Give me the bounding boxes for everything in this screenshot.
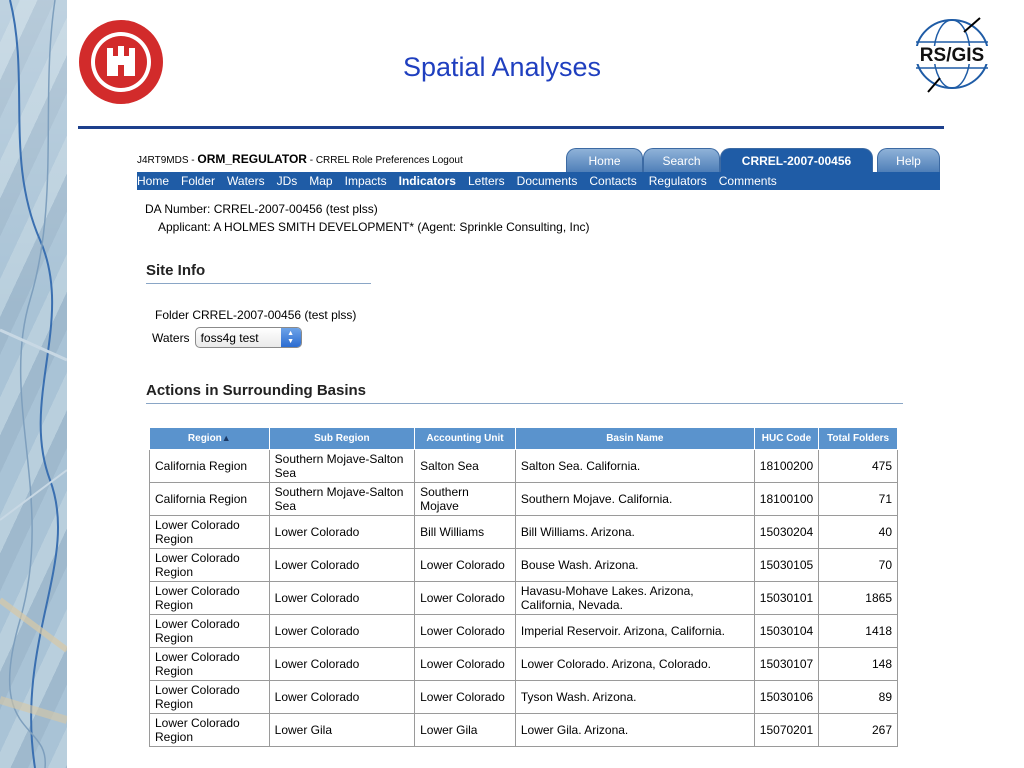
nav-map[interactable]: Map — [309, 174, 333, 188]
title-divider — [78, 126, 944, 129]
cell-accounting-unit: Lower Colorado — [415, 681, 516, 714]
table-row — [150, 615, 898, 648]
cell-huc-code: 15030106 — [754, 681, 818, 714]
cell-sub-region: Southern Mojave-Salton Sea — [269, 450, 414, 483]
nav-comments[interactable]: Comments — [718, 174, 777, 188]
cell-accounting-unit: Lower Gila — [415, 714, 516, 747]
waters-select[interactable] — [195, 327, 302, 348]
nav-regulators[interactable]: Regulators — [648, 174, 707, 188]
username: ORM_REGULATOR — [197, 152, 307, 166]
cell-huc-code: 15030107 — [754, 648, 818, 681]
cell-sub-region: Lower Colorado — [269, 648, 414, 681]
nav-impacts[interactable]: Impacts — [344, 174, 387, 188]
main-navbar — [137, 172, 940, 190]
table-row — [150, 549, 898, 582]
tab-help[interactable] — [877, 148, 940, 172]
table-row — [150, 450, 898, 483]
nav-indicators[interactable]: Indicators — [398, 174, 456, 188]
cell-total-folders: 1418 — [819, 615, 898, 648]
tab-search[interactable] — [643, 148, 720, 172]
cell-sub-region: Lower Colorado — [269, 549, 414, 582]
column-header-huc-code[interactable]: HUC Code — [754, 428, 818, 450]
cell-basin-name: Imperial Reservoir. Arizona, California. — [515, 615, 754, 648]
cell-total-folders: 40 — [819, 516, 898, 549]
cell-region: Lower Colorado Region — [150, 648, 270, 681]
tab-help-label: Help — [896, 153, 921, 168]
cell-accounting-unit: Lower Colorado — [415, 582, 516, 615]
cell-sub-region: Lower Colorado — [269, 615, 414, 648]
cell-sub-region: Lower Gila — [269, 714, 414, 747]
sort-asc-icon: ▲ — [221, 433, 231, 443]
da-info — [145, 200, 590, 236]
cell-region: Lower Colorado Region — [150, 615, 270, 648]
map-background-strip — [0, 0, 67, 768]
table-row — [150, 648, 898, 681]
cell-basin-name: Lower Gila. Arizona. — [515, 714, 754, 747]
slide-title-text: Spatial Analyses — [402, 52, 602, 82]
user-prefix: J4RT9MDS - — [137, 155, 198, 166]
cell-sub-region: Southern Mojave-Salton Sea — [269, 483, 414, 516]
cell-region: Lower Colorado Region — [150, 549, 270, 582]
cell-huc-code: 15030204 — [754, 516, 818, 549]
cell-total-folders: 267 — [819, 714, 898, 747]
cell-accounting-unit: Southern Mojave — [415, 483, 516, 516]
cell-huc-code: 18100200 — [754, 450, 818, 483]
site-info-heading: Site Info — [146, 262, 206, 279]
rs-gis-logo — [902, 14, 1002, 96]
waters-selected-value: foss4g test — [200, 330, 259, 345]
da-number: DA Number: CRREL-2007-00456 (test plss) — [145, 202, 378, 216]
cell-basin-name: Lower Colorado. Arizona, Colorado. — [515, 648, 754, 681]
applicant: Applicant: A HOLMES SMITH DEVELOPMENT* (Agent: Sprinkle Consulting, Inc) — [158, 220, 590, 234]
user-info — [137, 152, 463, 166]
map-lines-graphic — [0, 0, 67, 768]
basins-heading: Actions in Surrounding Basins — [146, 382, 367, 399]
table-row — [150, 582, 898, 615]
select-arrows-icon: ▲ ▼ — [281, 328, 301, 347]
cell-region: Lower Colorado Region — [150, 714, 270, 747]
nav-documents[interactable]: Documents — [516, 174, 578, 188]
cell-basin-name: Southern Mojave. California. — [515, 483, 754, 516]
nav-home[interactable]: Home — [137, 174, 170, 188]
cell-sub-region: Lower Colorado — [269, 582, 414, 615]
cell-huc-code: 15030105 — [754, 549, 818, 582]
column-header-region-label: Region — [187, 433, 222, 444]
cell-accounting-unit: Lower Colorado — [415, 615, 516, 648]
cell-total-folders: 475 — [819, 450, 898, 483]
table-row — [150, 483, 898, 516]
nav-letters[interactable]: Letters — [467, 174, 505, 188]
cell-region: Lower Colorado Region — [150, 681, 270, 714]
cell-sub-region: Lower Colorado — [269, 681, 414, 714]
cell-region: Lower Colorado Region — [150, 516, 270, 549]
table-header-row — [150, 428, 898, 450]
cell-huc-code: 15030104 — [754, 615, 818, 648]
nav-jds[interactable]: JDs — [276, 174, 298, 188]
tab-search-label: Search — [662, 153, 701, 168]
user-links[interactable]: - CRREL Role Preferences Logout — [306, 155, 463, 166]
site-info-divider — [146, 283, 371, 284]
basins-table — [149, 427, 898, 747]
cell-basin-name: Tyson Wash. Arizona. — [515, 681, 754, 714]
table-row — [150, 714, 898, 747]
app-header — [137, 146, 940, 172]
cell-accounting-unit: Lower Colorado — [415, 648, 516, 681]
cell-region: California Region — [150, 450, 270, 483]
cell-basin-name: Salton Sea. California. — [515, 450, 754, 483]
waters-row — [152, 327, 302, 348]
cell-basin-name: Bouse Wash. Arizona. — [515, 549, 754, 582]
column-header-total-folders[interactable]: Total Folders — [819, 428, 898, 450]
nav-folder[interactable]: Folder — [181, 174, 216, 188]
cell-total-folders: 71 — [819, 483, 898, 516]
nav-contacts[interactable]: Contacts — [589, 174, 637, 188]
cell-accounting-unit: Lower Colorado — [415, 549, 516, 582]
column-header-basin-name[interactable]: Basin Name — [515, 428, 754, 450]
cell-huc-code: 15070201 — [754, 714, 818, 747]
nav-waters[interactable]: Waters — [227, 174, 265, 188]
cell-total-folders: 1865 — [819, 582, 898, 615]
table-row — [150, 516, 898, 549]
cell-basin-name: Havasu-Mohave Lakes. Arizona, California, Nevada. — [515, 582, 754, 615]
basins-divider — [146, 403, 903, 404]
folder-line: Folder CRREL-2007-00456 (test plss) — [155, 308, 357, 322]
tab-folder-label: CRREL-2007-00456 — [741, 153, 852, 168]
tab-home-label: Home — [588, 153, 621, 168]
cell-huc-code: 15030101 — [754, 582, 818, 615]
cell-accounting-unit: Bill Williams — [415, 516, 516, 549]
tab-folder[interactable] — [720, 148, 873, 172]
slide-title — [0, 52, 1024, 83]
cell-region: Lower Colorado Region — [150, 582, 270, 615]
cell-huc-code: 18100100 — [754, 483, 818, 516]
cell-total-folders: 70 — [819, 549, 898, 582]
tab-home[interactable] — [566, 148, 643, 172]
cell-sub-region: Lower Colorado — [269, 516, 414, 549]
column-header-region[interactable] — [150, 428, 270, 450]
svg-text:RS/GIS: RS/GIS — [919, 45, 985, 66]
cell-basin-name: Bill Williams. Arizona. — [515, 516, 754, 549]
table-row — [150, 681, 898, 714]
cell-total-folders: 89 — [819, 681, 898, 714]
cell-region: California Region — [150, 483, 270, 516]
waters-label: Waters — [152, 330, 190, 345]
column-header-sub-region[interactable]: Sub Region — [269, 428, 414, 450]
cell-accounting-unit: Salton Sea — [415, 450, 516, 483]
cell-total-folders: 148 — [819, 648, 898, 681]
column-header-accounting-unit[interactable]: Accounting Unit — [415, 428, 516, 450]
